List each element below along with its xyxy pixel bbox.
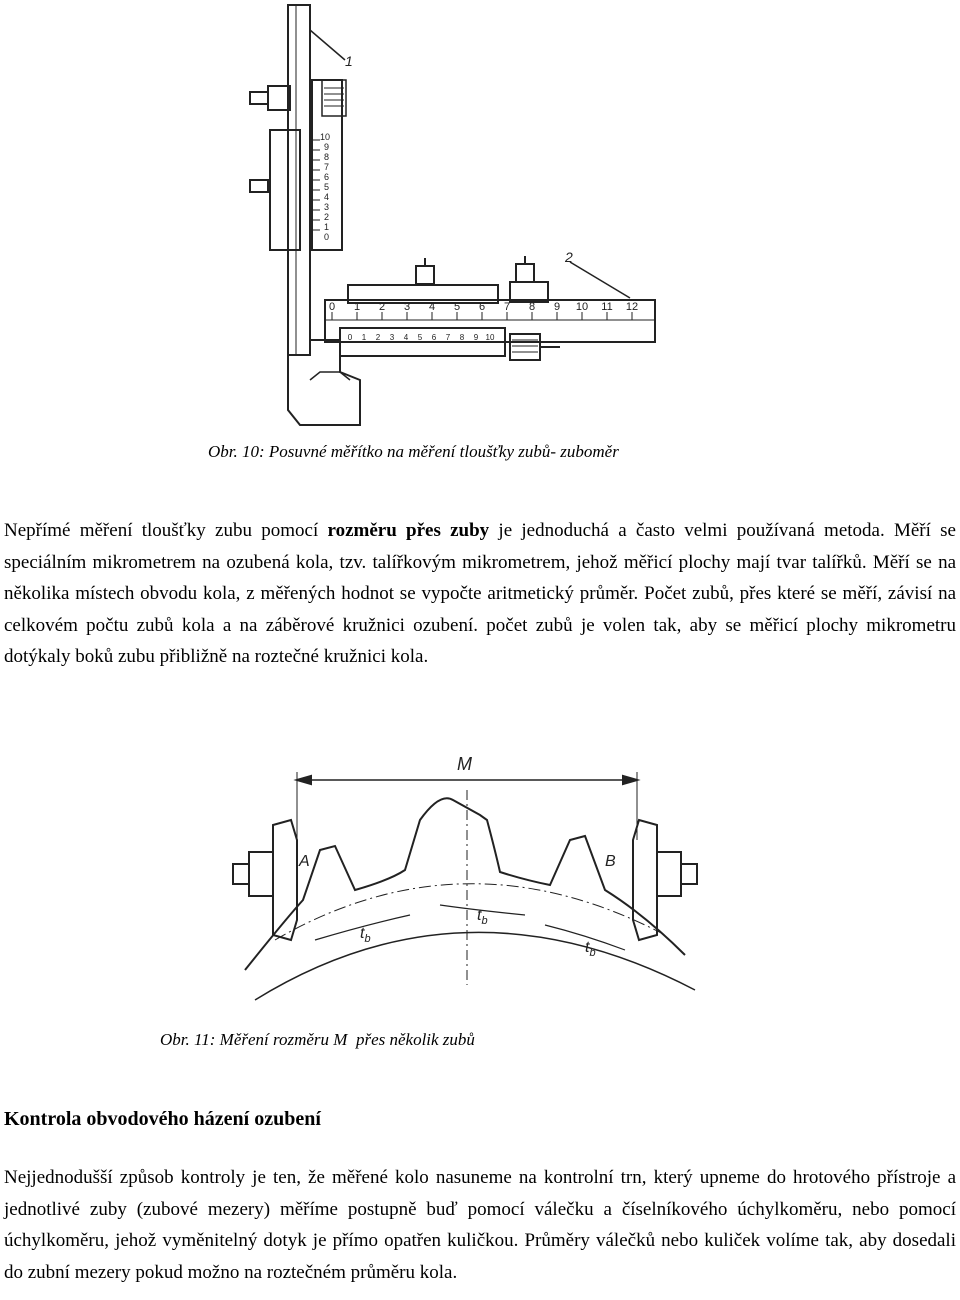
label-a: A xyxy=(299,853,310,870)
svg-text:5: 5 xyxy=(453,301,461,313)
svg-text:10: 10 xyxy=(575,301,589,313)
svg-text:10: 10 xyxy=(320,132,331,142)
svg-text:6: 6 xyxy=(324,172,330,182)
svg-text:9: 9 xyxy=(473,333,479,342)
svg-text:3: 3 xyxy=(403,301,411,313)
figure1-caption: Obr. 10: Posuvné měřítko na měření tloušťky zubů- zuboměr xyxy=(208,442,619,461)
svg-text:1: 1 xyxy=(353,301,361,313)
svg-text:9: 9 xyxy=(324,142,330,152)
svg-text:5: 5 xyxy=(324,182,330,192)
paragraph-intro-start: Nepřímé měření tloušťky zubu pomocí xyxy=(4,520,328,541)
figure1-callouts xyxy=(345,53,573,265)
svg-text:4: 4 xyxy=(428,301,436,313)
figure-gear-tooth-caliper xyxy=(240,0,670,432)
svg-text:12: 12 xyxy=(625,301,639,313)
svg-text:8: 8 xyxy=(324,152,330,162)
section-heading: Kontrola obvodového házení ozubení xyxy=(4,1108,321,1130)
figure-measure-over-teeth xyxy=(225,740,705,1030)
svg-text:2: 2 xyxy=(324,212,330,222)
svg-text:2: 2 xyxy=(565,249,573,265)
svg-text:9: 9 xyxy=(553,301,561,313)
svg-text:8: 8 xyxy=(459,333,465,342)
vertical-scale-labels xyxy=(320,132,330,242)
svg-text:6: 6 xyxy=(431,333,437,342)
svg-text:7: 7 xyxy=(324,162,330,172)
paragraph-intro-rest: je jednoduchá a často velmi používaná metoda. Měří se speciálním mikrometrem na ozubená kola, tzv. talířkovým mikrometrem, jehož měřicí plochy mají tvar talířků. Měří se na několika místech obvodu kola, z měřených hodnot se vypočte aritmetický průměr. Počet zubů, přes které se měří, závisí na celkovém počtu zubů kola a na záběrové kružnici ozubení. počet zubů je volen tak, aby se měřicí plochy mikrometru dotýkaly boků zubu přibližně na roztečné kružnici kola. xyxy=(4,520,956,667)
svg-text:tb: $t_b$ xyxy=(585,939,596,959)
svg-text:3: 3 xyxy=(324,202,330,212)
svg-text:1: 1 xyxy=(324,222,330,232)
svg-text:tb: $t_b$ xyxy=(360,925,371,945)
svg-text:8: 8 xyxy=(528,301,536,313)
svg-text:0: 0 xyxy=(324,232,330,242)
paragraph-intro-bold: rozměru přes zuby xyxy=(327,520,490,541)
svg-text:2: 2 xyxy=(375,333,381,342)
paragraph-runout: Nejjednodušší způsob kontroly je ten, že měřené kolo nasuneme na kontrolní trn, který upneme do hrotového přístroje a jednotlivé zuby (zubové mezery) měříme postupně buď pomocí válečku a číselníkového úchylkoměru, nebo pomocí úchylkoměru, jehož vyměnitelný dotyk je přímo opatřen kuličkou. Průměry válečků nebo kuliček volíme tak, aby dosedali do zubní mezery pokud možno na roztečném průměru kola. xyxy=(4,1167,956,1283)
svg-text:2: 2 xyxy=(378,301,386,313)
svg-text:10: 10 xyxy=(485,333,495,342)
vernier-scale-labels xyxy=(348,333,495,342)
svg-text:0: 0 xyxy=(328,301,336,313)
label-b: B xyxy=(605,853,616,870)
svg-text:7: 7 xyxy=(445,333,451,342)
svg-text:1: 1 xyxy=(361,333,367,342)
svg-text:6: 6 xyxy=(478,301,486,313)
svg-text:tb: $t_b$ xyxy=(477,907,488,927)
svg-text:3: 3 xyxy=(389,333,395,342)
paragraph-intro xyxy=(4,515,956,673)
svg-text:11: 11 xyxy=(601,301,613,313)
svg-text:0: 0 xyxy=(347,333,353,342)
svg-text:1: 1 xyxy=(345,53,353,69)
svg-text:5: 5 xyxy=(417,333,423,342)
svg-text:4: 4 xyxy=(403,333,409,342)
label-m: M xyxy=(457,754,472,774)
figure2-caption: Obr. 11: Měření rozměru M přes několik zubů xyxy=(160,1030,475,1049)
svg-text:7: 7 xyxy=(503,301,511,313)
svg-text:4: 4 xyxy=(324,192,330,202)
